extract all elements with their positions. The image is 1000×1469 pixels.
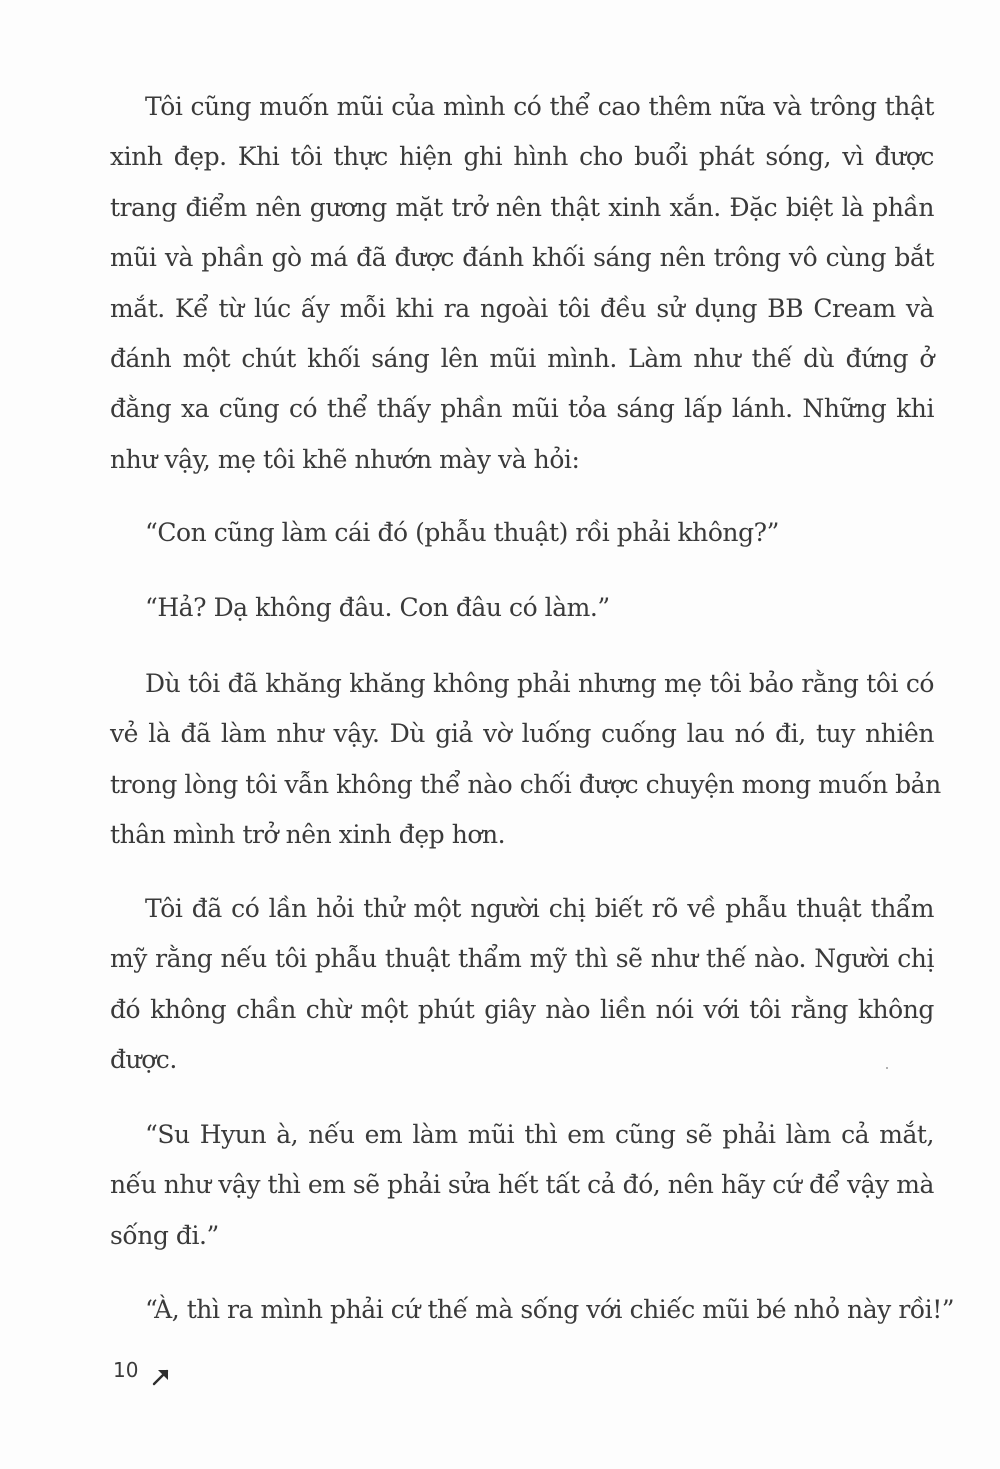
text-line: Tôi cũng muốn mũi của mình có thể cao thêm nữa và trông thật bbox=[145, 92, 934, 121]
paragraph-6 bbox=[110, 1110, 934, 1261]
paragraph-7 bbox=[110, 1285, 955, 1335]
text-line: Tôi đã có lần hỏi thử một người chị biết rõ về phẫu thuật thẩm bbox=[145, 894, 934, 923]
text-line: vẻ là đã làm như vậy. Dù giả vờ luống cuống lau nó đi, tuy nhiên bbox=[110, 719, 934, 749]
text-line: thân mình trở nên xinh đẹp hơn. bbox=[110, 820, 506, 850]
text-line: “Con cũng làm cái đó (phẫu thuật) rồi phải không?” bbox=[145, 518, 779, 547]
text-line: “Su Hyun à, nếu em làm mũi thì em cũng sẽ phải làm cả mắt, bbox=[145, 1120, 934, 1149]
text-line: “Hả? Dạ không đâu. Con đâu có làm.” bbox=[145, 593, 610, 622]
text-line: đằng xa cũng có thể thấy phần mũi tỏa sáng lấp lánh. Những khi bbox=[110, 394, 934, 424]
page-number: 10 bbox=[113, 1358, 139, 1382]
text-line: Dù tôi đã khăng khăng không phải nhưng mẹ tôi bảo rằng tôi có bbox=[145, 669, 934, 698]
text-line: sống đi.” bbox=[110, 1220, 219, 1250]
text-line: được. bbox=[110, 1045, 177, 1075]
paragraph-4 bbox=[110, 659, 941, 861]
text-line: mỹ rằng nếu tôi phẫu thuật thẩm mỹ thì sẽ như thế nào. Người chị bbox=[110, 944, 934, 974]
text-line: đó không chần chừ một phút giây nào liền nói với tôi rằng không bbox=[110, 994, 934, 1024]
text-line: mắt. Kể từ lúc ấy mỗi khi ra ngoài tôi đều sử dụng BB Cream và bbox=[110, 293, 934, 323]
speck bbox=[886, 1067, 888, 1069]
text-line: “À, thì ra mình phải cứ thế mà sống với chiếc mũi bé nhỏ này rồi!” bbox=[145, 1295, 955, 1324]
text-line: nếu như vậy thì em sẽ phải sửa hết tất cả đó, nên hãy cứ để vậy mà bbox=[110, 1170, 934, 1200]
paragraph-2 bbox=[110, 508, 934, 558]
text-line: như vậy, mẹ tôi khẽ nhướn mày và hỏi: bbox=[110, 444, 580, 474]
text-line: mũi và phần gò má đã được đánh khối sáng nên trông vô cùng bắt bbox=[110, 243, 934, 273]
paragraph-5 bbox=[110, 884, 934, 1086]
text-line: đánh một chút khối sáng lên mũi mình. Làm như thế dù đứng ở bbox=[110, 344, 934, 374]
text-line: trong lòng tôi vẫn không thể nào chối được chuyện mong muốn bản bbox=[110, 769, 941, 799]
paragraph-1 bbox=[110, 82, 934, 485]
arrow-up-right-icon bbox=[150, 1366, 172, 1388]
paragraph-3 bbox=[110, 583, 934, 633]
text-line: trang điểm nên gương mặt trở nên thật xinh xắn. Đặc biệt là phần bbox=[110, 192, 934, 222]
text-line: xinh đẹp. Khi tôi thực hiện ghi hình cho buổi phát sóng, vì được bbox=[110, 142, 934, 172]
